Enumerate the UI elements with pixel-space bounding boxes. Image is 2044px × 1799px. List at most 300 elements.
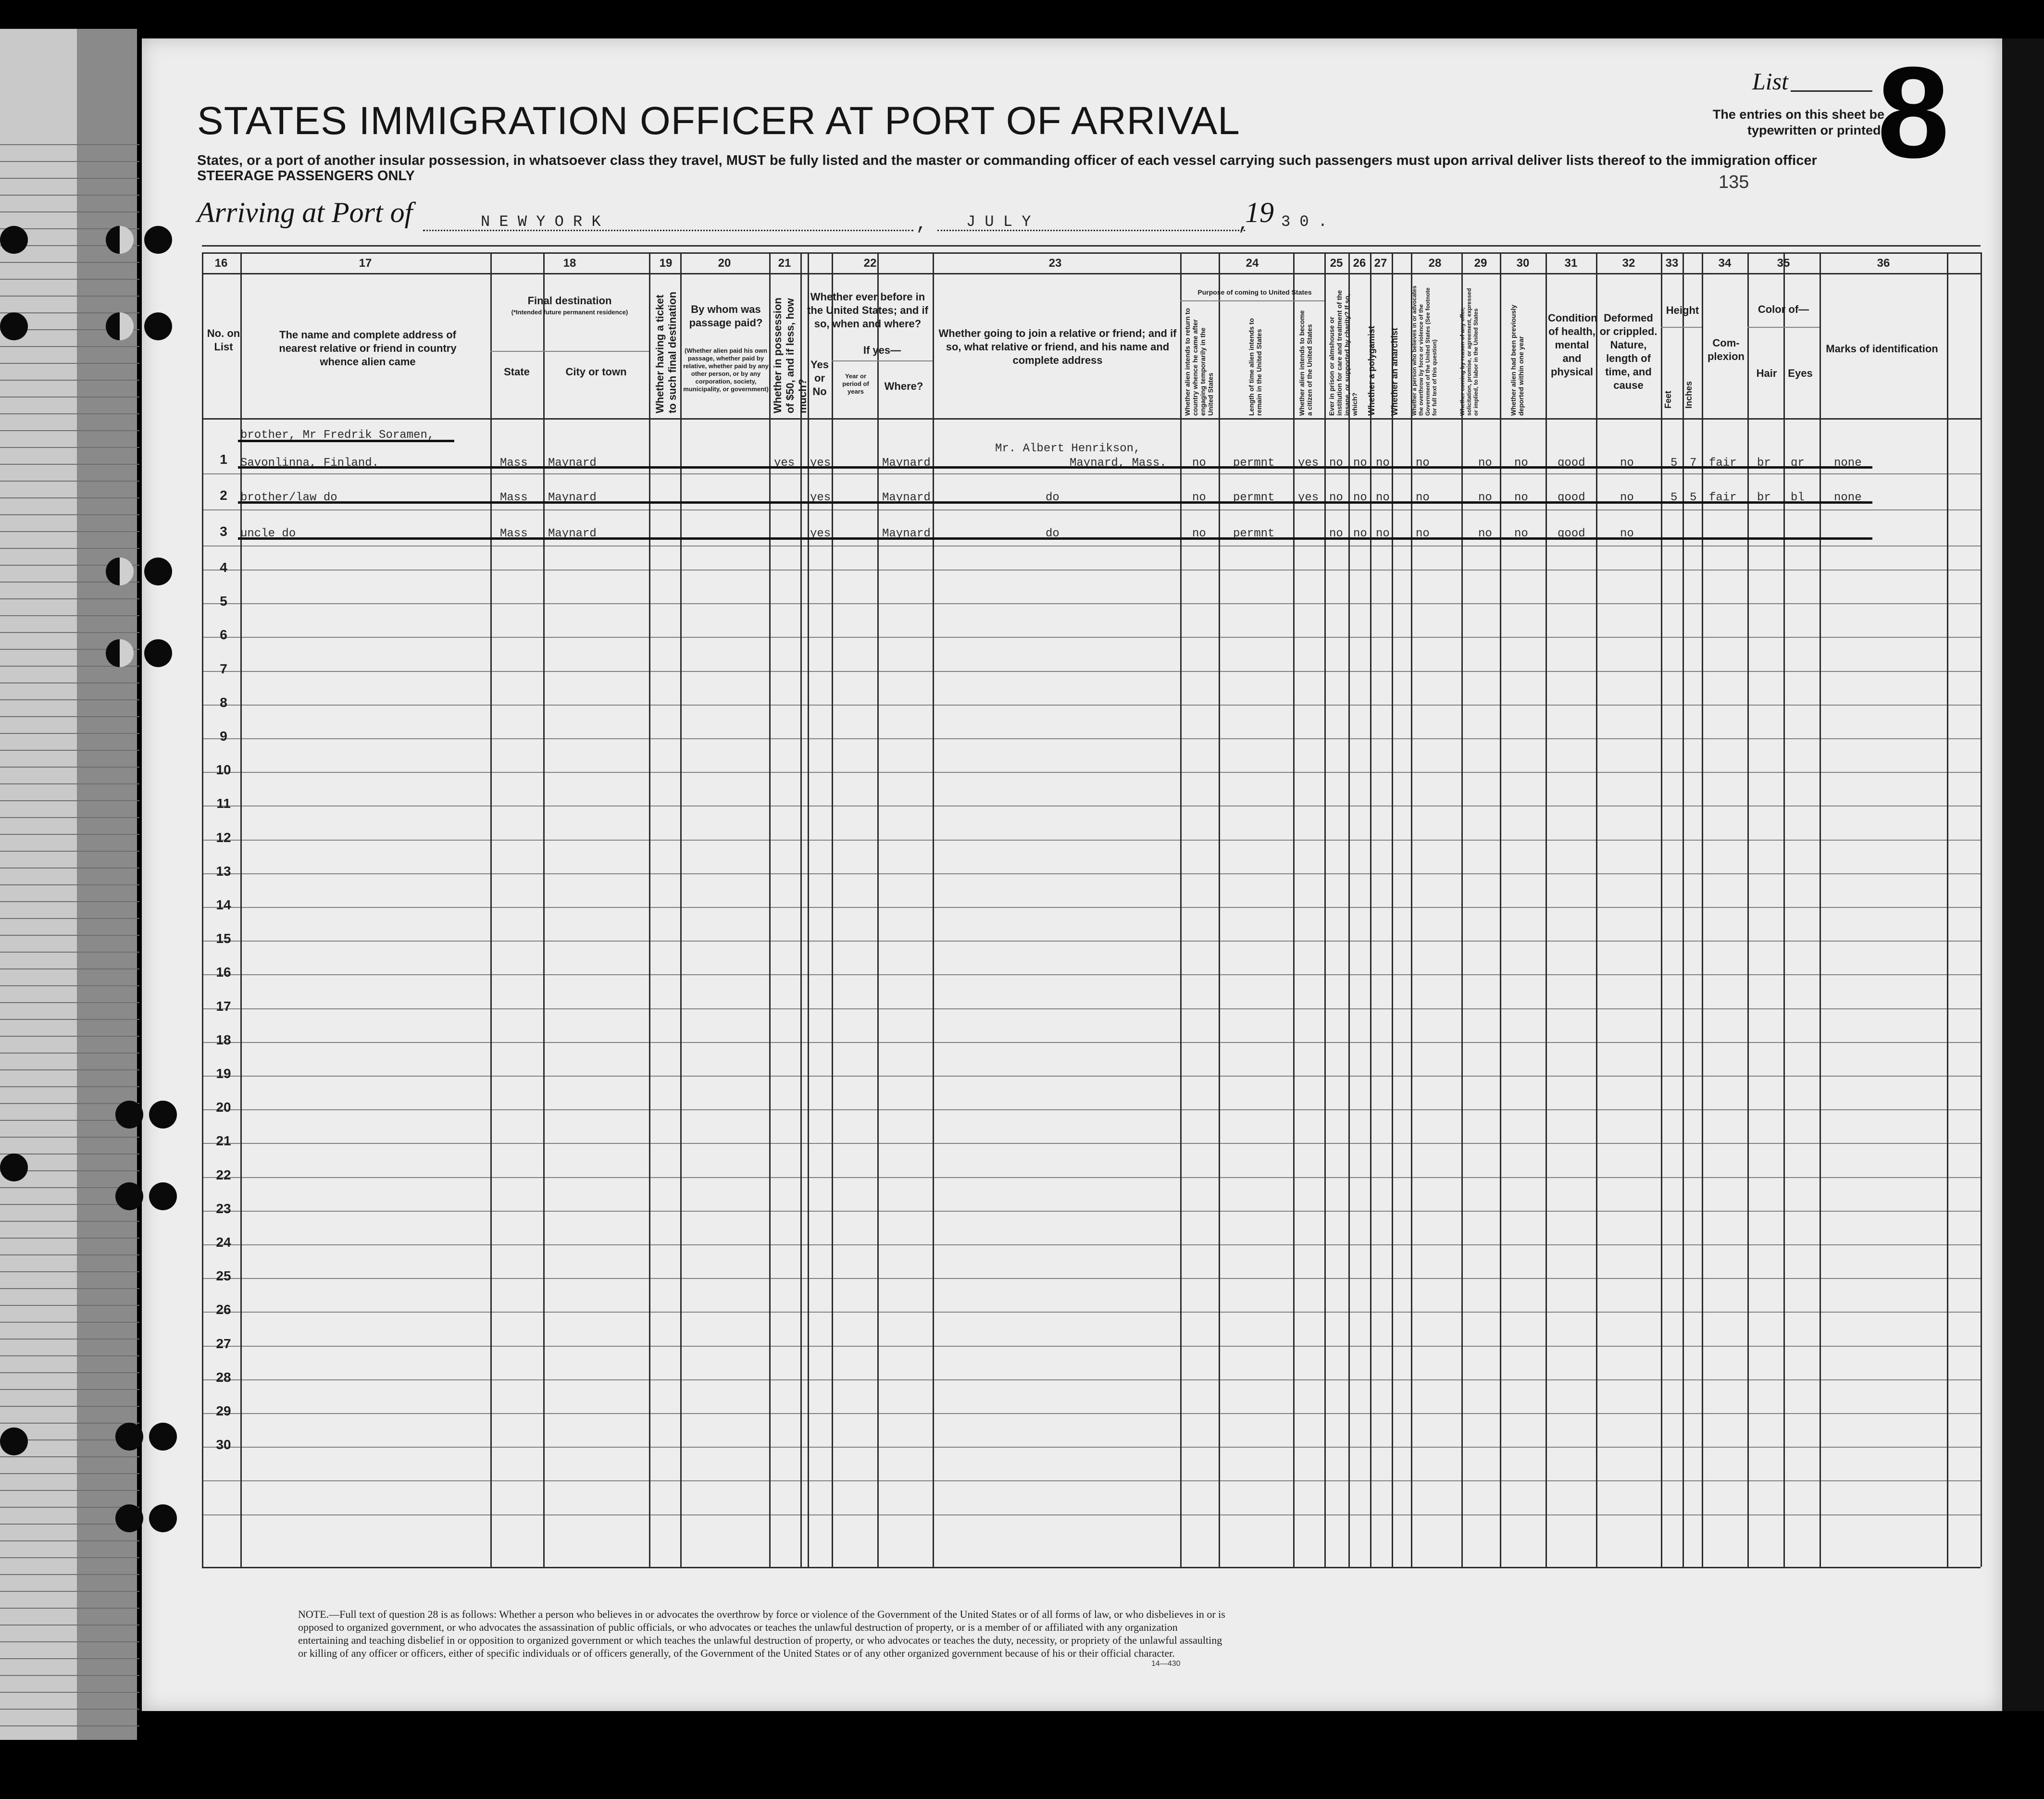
- entry-r1-relative-1: brother, Mr Fredrik Soramen,: [240, 429, 435, 442]
- row-number: 1: [220, 452, 227, 467]
- entry-r1-complexion: fair: [1709, 457, 1737, 470]
- row-number: 18: [216, 1032, 231, 1047]
- entry-r1-join-2: Maynard, Mass.: [1070, 457, 1167, 470]
- left-page-rule: [0, 514, 139, 515]
- destination-subrule: [490, 351, 649, 352]
- header-c27: Whether an anarchist: [1390, 327, 1399, 416]
- table-bottom-rule: [202, 1567, 1981, 1568]
- left-page-rule: [0, 1238, 139, 1239]
- row-number: 20: [216, 1100, 231, 1115]
- entry-r3-health: good: [1558, 527, 1585, 540]
- comma-1: ,: [916, 214, 928, 236]
- column-rule: [1324, 252, 1326, 1567]
- punch-hole: [144, 226, 172, 254]
- column-rule: [933, 252, 934, 1567]
- column-number: 17: [359, 257, 372, 270]
- color-subrule: [1747, 327, 1820, 328]
- row-number: 24: [216, 1235, 231, 1250]
- right-page-edge: [2002, 38, 2044, 1711]
- table-top-rule-2: [202, 252, 1981, 254]
- column-rule: [1596, 252, 1597, 1567]
- header-purpose-b: Length of time alien intends to remain in the United States: [1247, 318, 1263, 416]
- left-page-rule: [0, 1423, 139, 1424]
- left-page-rule: [0, 413, 139, 414]
- entry-r3-where: Maynard: [882, 527, 931, 540]
- row-rule: [202, 1413, 1981, 1414]
- left-page-rule: [0, 884, 139, 885]
- punch-hole: [115, 1182, 143, 1210]
- list-fill-line: [1791, 90, 1872, 92]
- header-if-yes: If yes—: [863, 344, 901, 356]
- column-rule: [649, 252, 650, 1567]
- header-marks: Marks of identification: [1826, 343, 1938, 355]
- column-number: 25: [1330, 257, 1343, 270]
- left-page-rule: [0, 1389, 139, 1390]
- left-page-rule: [0, 783, 139, 784]
- entry-r3-return: no: [1192, 527, 1206, 540]
- row-number: 13: [216, 864, 231, 879]
- left-page-rule: [0, 1507, 139, 1508]
- header-inches: Inches: [1684, 381, 1694, 409]
- column-rule: [1348, 252, 1350, 1567]
- row-rule: [202, 1042, 1981, 1043]
- entry-r2-c28: no: [1416, 491, 1430, 504]
- entry-r1-c25: no: [1329, 457, 1343, 470]
- header-ticket: Whether having a ticket to such final destination: [654, 291, 678, 413]
- left-page-rule: [0, 430, 139, 431]
- arriving-label: Arriving at Port of: [197, 197, 413, 228]
- punch-hole: [106, 312, 134, 340]
- row-rule: [202, 705, 1981, 706]
- column-number: 23: [1048, 257, 1062, 270]
- entry-r2-c30: no: [1514, 491, 1528, 504]
- entry-r1-feet: 5: [1670, 457, 1678, 470]
- left-page-rule: [0, 1305, 139, 1306]
- column-rule: [1820, 252, 1821, 1567]
- if-yes-subrule: [832, 360, 933, 361]
- column-rule: [1702, 252, 1703, 1567]
- entry-r2-join: do: [1046, 491, 1059, 504]
- left-page-rule: [0, 481, 139, 482]
- header-condition: Condition of health, mental and physical: [1548, 312, 1597, 378]
- header-color-of: Color of—: [1757, 303, 1809, 315]
- left-page-rule: [0, 1355, 139, 1356]
- row-number: 30: [216, 1437, 231, 1452]
- height-subrule: [1661, 327, 1702, 328]
- column-number: 22: [863, 257, 877, 270]
- row-rule: [202, 974, 1981, 975]
- left-page-rule: [0, 632, 139, 633]
- header-purpose: Purpose of coming to United States: [1197, 288, 1312, 296]
- header-year-period: Year or period of years: [842, 372, 869, 395]
- row-number: 6: [220, 627, 227, 642]
- row-rule: [202, 1244, 1981, 1245]
- row-number: 21: [216, 1133, 231, 1148]
- header-eyes: Eyes: [1788, 367, 1813, 379]
- left-page-rule: [0, 834, 139, 835]
- left-page-rule: [0, 296, 139, 297]
- column-number: 28: [1428, 257, 1442, 270]
- left-page-rule: [0, 1658, 139, 1659]
- column-number: 16: [214, 257, 228, 270]
- row-rule: [202, 603, 1981, 604]
- column-number: 26: [1353, 257, 1366, 270]
- column-rule: [1661, 252, 1662, 1567]
- left-page-rule: [0, 1725, 139, 1726]
- column-number: 31: [1564, 257, 1578, 270]
- row-rule: [202, 1211, 1981, 1212]
- column-number: 30: [1516, 257, 1530, 270]
- row-rule: [202, 1447, 1981, 1448]
- header-join-relative: Whether going to join a relative or friend; and if so, what relative or friend, and his name and complete address: [938, 327, 1177, 366]
- left-page-rule: [0, 1036, 139, 1037]
- left-page-rule: [0, 1675, 139, 1676]
- entry-r1-health: good: [1558, 457, 1585, 470]
- left-page-rule: [0, 1086, 139, 1087]
- entry-r3-c27: no: [1376, 527, 1390, 540]
- column-rule: [543, 252, 545, 1567]
- column-rule: [1783, 252, 1785, 1567]
- entry-r1-eyes: gr: [1791, 457, 1805, 470]
- header-bottom-rule: [202, 418, 1981, 420]
- steerage-label: STEERAGE PASSENGERS ONLY: [197, 168, 415, 184]
- row-number: 14: [216, 897, 231, 912]
- left-page-rule: [0, 767, 139, 768]
- row-number: 25: [216, 1268, 231, 1283]
- header-c26: Whether a polygamist: [1367, 325, 1376, 416]
- header-possession: Whether in possession of $50, and if less, how much?: [772, 298, 809, 413]
- page-title: STATES IMMIGRATION OFFICER AT PORT OF ARRIVAL: [197, 99, 1240, 143]
- left-page-rule: [0, 1456, 139, 1457]
- entry-r2-state: Mass: [500, 491, 528, 504]
- left-page-rule: [0, 1591, 139, 1592]
- left-page-rule: [0, 1002, 139, 1003]
- column-number: 35: [1777, 257, 1790, 270]
- entry-r3-before: yes: [810, 527, 831, 540]
- column-number: 36: [1877, 257, 1890, 270]
- entry-r1-join-1: Mr. Albert Henrikson,: [995, 442, 1141, 455]
- entry-r3-c25: no: [1329, 527, 1343, 540]
- column-rule: [490, 252, 492, 1567]
- left-page-rule: [0, 1288, 139, 1289]
- column-rule: [1392, 252, 1393, 1567]
- entry-r1-hair: br: [1757, 457, 1771, 470]
- left-page-rule: [0, 1557, 139, 1558]
- entry-r1-state: Mass: [500, 457, 528, 470]
- left-page-rule: [0, 716, 139, 717]
- column-rule: [808, 252, 809, 1567]
- left-page-rule: [0, 262, 139, 263]
- row-rule: [202, 509, 1981, 510]
- column-number: 19: [659, 257, 673, 270]
- entry-r3-length: permnt: [1233, 527, 1275, 540]
- column-rule: [832, 252, 833, 1567]
- punch-hole: [144, 558, 172, 585]
- row-number: 27: [216, 1336, 231, 1351]
- left-page-rule: [0, 1339, 139, 1340]
- entry-r1-relative-2: Savonlinna, Finland.: [240, 457, 379, 470]
- row-rule: [202, 1177, 1981, 1178]
- column-rule: [1411, 252, 1412, 1567]
- row-rule: [202, 772, 1981, 773]
- header-final-destination-note: (*Intended future permanent residence): [511, 309, 628, 316]
- month-value: J U L Y: [966, 213, 1031, 231]
- column-number: 32: [1622, 257, 1635, 270]
- column-number: 18: [563, 257, 576, 270]
- left-page-rule: [0, 1540, 139, 1541]
- row-rule: [202, 738, 1981, 739]
- entry-r2-inches: 5: [1690, 491, 1697, 504]
- column-rule: [1683, 252, 1684, 1567]
- list-label: List: [1752, 68, 1789, 95]
- header-hair: Hair: [1756, 367, 1777, 379]
- left-page-rule: [0, 1490, 139, 1491]
- entry-r3-state: Mass: [500, 527, 528, 540]
- header-height: Height: [1666, 304, 1699, 316]
- entry-r1-deformed: no: [1620, 457, 1634, 470]
- row-number: 7: [220, 661, 227, 676]
- header-by-whom: By whom was passage paid?: [689, 303, 763, 329]
- left-page-rule: [0, 750, 139, 751]
- entry-r1-c29: no: [1478, 457, 1492, 470]
- row-number: 29: [216, 1403, 231, 1418]
- header-purpose-a: Whether alien intends to return to country whence he came after engaging temporarily in the United States: [1184, 308, 1214, 416]
- entry-r3-c26: no: [1353, 527, 1367, 540]
- row-number: 17: [216, 999, 231, 1014]
- entry-r1-marks: none: [1834, 457, 1862, 470]
- row-rule: [202, 1278, 1981, 1279]
- left-page-rule: [0, 380, 139, 381]
- header-c30: Whether alien had been previously deported within one year: [1509, 304, 1525, 416]
- entries-note: The entries on this sheet be typewritten or printed.: [1712, 107, 1884, 137]
- punch-hole: [144, 639, 172, 667]
- punch-hole: [0, 312, 28, 340]
- header-no-on-list: No. on List: [207, 327, 240, 353]
- entry-r2-health: good: [1558, 491, 1585, 504]
- row-rule: [202, 1480, 1981, 1481]
- left-page-rule: [0, 901, 139, 902]
- left-page-rule: [0, 1053, 139, 1054]
- column-number: 34: [1718, 257, 1732, 270]
- entry-r3-relative: uncle do: [240, 527, 296, 540]
- left-page-rule: [0, 548, 139, 549]
- entry-r2-before: yes: [810, 491, 831, 504]
- row-rule: [202, 1379, 1981, 1380]
- left-page-rule: [0, 346, 139, 347]
- row-rule: [202, 1076, 1981, 1077]
- entry-r1-c28: no: [1416, 457, 1430, 470]
- row-rule: [202, 1312, 1981, 1313]
- row-number: 10: [216, 762, 231, 777]
- manifest-page: [142, 38, 2002, 1711]
- header-deformed: Deformed or crippled. Nature, length of time, and cause: [1599, 312, 1658, 391]
- column-number: 20: [718, 257, 731, 270]
- entry-r2-complexion: fair: [1709, 491, 1737, 504]
- row-number: 4: [220, 560, 227, 575]
- header-complexion: Com- plexion: [1707, 337, 1745, 362]
- column-rule: [877, 252, 879, 1567]
- entry-r2-return: no: [1192, 491, 1206, 504]
- left-page-rule: [0, 817, 139, 818]
- entry-r3-c28: no: [1416, 527, 1430, 540]
- strikethrough-r1a: [238, 440, 454, 442]
- left-page-rule: [0, 1137, 139, 1138]
- row-rule: [202, 1514, 1981, 1515]
- column-rule: [1747, 252, 1749, 1567]
- row-rule: [202, 941, 1981, 942]
- column-rule: [1545, 252, 1547, 1567]
- left-page-rule: [0, 1221, 139, 1222]
- row-rule: [202, 1143, 1981, 1144]
- entry-r2-city: Maynard: [548, 491, 597, 504]
- left-page-rule: [0, 985, 139, 986]
- left-page-rule: [0, 144, 139, 145]
- entry-r1-return: no: [1192, 457, 1206, 470]
- entry-r3-deformed: no: [1620, 527, 1634, 540]
- row-number: 26: [216, 1302, 231, 1317]
- entry-r3-c30: no: [1514, 527, 1528, 540]
- row-rule: [202, 671, 1981, 672]
- left-page-rule: [0, 161, 139, 162]
- left-page-rule: [0, 733, 139, 734]
- entry-r2-where: Maynard: [882, 491, 931, 504]
- row-rule: [202, 1346, 1981, 1347]
- row-number: 22: [216, 1167, 231, 1182]
- column-rule: [800, 252, 802, 1567]
- row-rule: [202, 907, 1981, 908]
- punch-hole: [144, 312, 172, 340]
- left-page-rule: [0, 952, 139, 953]
- header-city: City or town: [565, 366, 627, 378]
- punch-hole: [0, 1427, 28, 1455]
- entry-r1-city: Maynard: [548, 457, 597, 470]
- entry-r1-c26: no: [1353, 457, 1367, 470]
- left-page-rule: [0, 1254, 139, 1255]
- left-page-rule: [0, 918, 139, 919]
- entry-r2-c26: no: [1353, 491, 1367, 504]
- header-nearest-relative: The name and complete address of nearest relative or friend in country whence alien came: [279, 329, 457, 368]
- column-rule: [1500, 252, 1501, 1567]
- column-rule: [1219, 252, 1220, 1567]
- entry-r2-c27: no: [1376, 491, 1390, 504]
- row-number: 5: [220, 594, 227, 608]
- left-page-rule: [0, 178, 139, 179]
- comma-2: ,: [1238, 214, 1250, 236]
- row-rule: [202, 570, 1981, 571]
- page-subtitle: States, or a port of another insular possession, in whatsoever class they travel, MUST be fully listed and the master or commanding officer of each vessel carrying such passengers must upon arrival deliver lists thereof to the immigration officer: [197, 153, 1817, 168]
- column-rule: [1981, 252, 1982, 1567]
- column-rule: [1370, 252, 1371, 1567]
- left-page-rule: [0, 1709, 139, 1710]
- row-rule: [202, 840, 1981, 841]
- punch-hole: [149, 1423, 177, 1451]
- left-page-rule: [0, 464, 139, 465]
- header-by-whom-note: (Whether alien paid his own passage, whether paid by relative, whether paid by any other person, or by any corporation, society, municipality, or government): [683, 347, 769, 393]
- left-page-rule: [0, 1641, 139, 1642]
- column-rule: [202, 252, 203, 1567]
- table-top-rule: [202, 245, 1981, 247]
- left-page-rule: [0, 1322, 139, 1323]
- punch-hole: [0, 1154, 28, 1181]
- left-page-rule: [0, 1692, 139, 1693]
- footnote-question-28: NOTE.—Full text of question 28 is as follows: Whether a person who believes in or advocates the overthrow by force or violence of the Government of the United States or of all forms of law, or who disbelieves in or is opposed to organized government, or who advocates the assassination of public officials, or who advocates or teaches the unlawful destruction of property, or is a member of or affiliated with any organization entertaining and teaching disbelief in or opposition to organized government or which teaches the unlawful destruction of property, or who advocates or teaches the duty, necessity, or propriety of the unlawful assaulting or killing of any officer or officers, either of specific individuals or of officers generally, of the Government of the United States or of any other organized government because of his or their official character.: [298, 1608, 1225, 1659]
- left-page-rule: [0, 279, 139, 280]
- punch-hole: [0, 226, 28, 254]
- left-page-rule: [0, 935, 139, 936]
- punch-hole: [149, 1182, 177, 1210]
- row-number: 2: [220, 488, 227, 503]
- left-page-rule: [0, 211, 139, 212]
- punch-hole: [115, 1504, 143, 1532]
- header-where: Where?: [884, 380, 923, 392]
- left-page-rule: [0, 1372, 139, 1373]
- row-rule: [202, 1109, 1981, 1110]
- left-page-rule: [0, 800, 139, 801]
- row-rule: [202, 637, 1981, 638]
- header-state: State: [504, 366, 530, 378]
- column-rule: [240, 252, 242, 1567]
- column-number-rule: [202, 273, 1981, 274]
- entry-r3-c29: no: [1478, 527, 1492, 540]
- row-number: 3: [220, 524, 227, 539]
- year-suffix: 3 0 .: [1281, 213, 1328, 231]
- entry-r2-marks: none: [1834, 491, 1862, 504]
- column-number: 27: [1374, 257, 1387, 270]
- header-c25: Ever in prison or almshouse or institution for care and treatment of the insane, or supported by charity? If so, which?: [1328, 290, 1359, 416]
- row-number: 8: [220, 695, 227, 710]
- left-page-rule: [0, 363, 139, 364]
- row-number: 11: [216, 796, 231, 811]
- header-c29: Whether coming by reason of any offer, solicitation, promise, or agreement, expressed or implied, to labor in the United States: [1459, 288, 1479, 416]
- row-number: 19: [216, 1066, 231, 1081]
- left-page-rule: [0, 1574, 139, 1575]
- entry-r2-eyes: bl: [1791, 491, 1805, 504]
- strikethrough-r3: [238, 537, 1872, 540]
- header-feet: Feet: [1663, 390, 1673, 409]
- left-page-rule: [0, 447, 139, 448]
- entry-r1-before: yes: [810, 457, 831, 470]
- left-page-rule: [0, 1069, 139, 1070]
- punch-hole: [106, 639, 134, 667]
- column-number: 33: [1665, 257, 1679, 270]
- port-value: N E W Y O R K: [481, 213, 601, 231]
- left-page-rule: [0, 699, 139, 700]
- year-prefix: 19: [1245, 197, 1274, 228]
- left-page-rule: [0, 1271, 139, 1272]
- entry-r1-citizen: yes: [1298, 457, 1319, 470]
- punch-hole: [115, 1423, 143, 1451]
- entry-r2-length: permnt: [1233, 491, 1275, 504]
- left-page-rule: [0, 615, 139, 616]
- header-yes-no: Yes or No: [810, 359, 829, 397]
- purpose-subrule: [1180, 300, 1324, 301]
- row-rule: [202, 473, 1981, 474]
- entry-r2-deformed: no: [1620, 491, 1634, 504]
- column-rule: [1461, 252, 1463, 1567]
- row-number: 28: [216, 1370, 231, 1385]
- entry-r2-citizen: yes: [1298, 491, 1319, 504]
- left-page-rule: [0, 497, 139, 498]
- column-number: 21: [778, 257, 791, 270]
- column-rule: [1293, 252, 1295, 1567]
- left-page-rule: [0, 1406, 139, 1407]
- left-page-rule: [0, 968, 139, 969]
- row-number: 16: [216, 965, 231, 980]
- left-page-rule: [0, 1019, 139, 1020]
- punch-hole: [149, 1504, 177, 1532]
- header-c28: Whether a person who believes in or advocates the overthrow by force or violence of the Government of the United States (See footnote for full text of this question): [1411, 285, 1438, 416]
- entry-r1-inches: 7: [1690, 457, 1697, 470]
